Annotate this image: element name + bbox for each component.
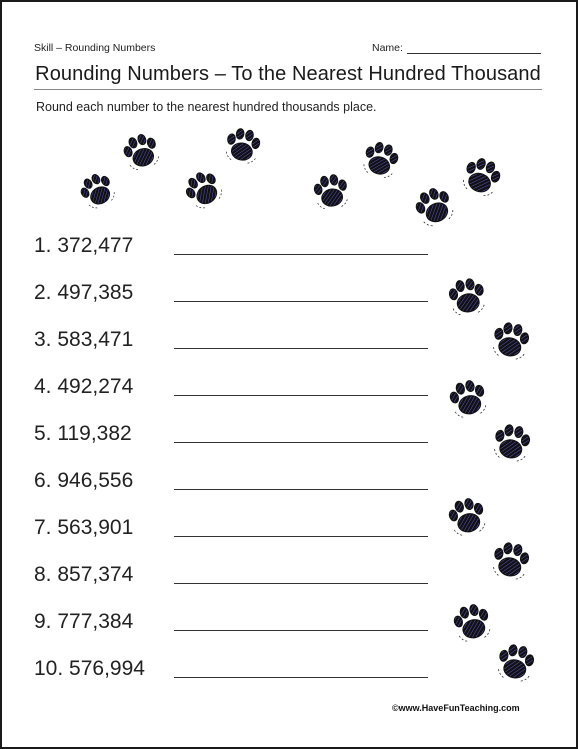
name-field[interactable] <box>372 42 541 54</box>
problem-9: 9. 777,384 <box>34 610 134 633</box>
page-title: Rounding Numbers – To the Nearest Hundred Thousand <box>35 63 541 85</box>
paw-print-icon <box>491 638 541 685</box>
answer-line-4[interactable] <box>174 395 428 396</box>
answer-line-7[interactable] <box>174 536 428 537</box>
title-divider <box>34 89 542 90</box>
problem-7: 7. 563,901 <box>34 516 134 539</box>
answer-line-1[interactable] <box>174 254 428 255</box>
paw-print-icon <box>443 273 491 320</box>
skill-label: Skill – Rounding Numbers <box>34 42 156 54</box>
problem-1: 1. 372,477 <box>34 234 134 257</box>
instructions: Round each number to the nearest hundred thousands place. <box>36 100 377 114</box>
paw-print-icon <box>487 418 537 465</box>
paw-print-icon <box>487 537 535 584</box>
problem-3: 3. 583,471 <box>34 328 134 351</box>
answer-line-6[interactable] <box>174 489 428 490</box>
problem-8: 8. 857,374 <box>34 563 134 586</box>
paw-print-icon <box>307 169 355 214</box>
footer-credit: ©www.HaveFunTeaching.com <box>392 703 520 713</box>
answer-line-5[interactable] <box>174 442 428 443</box>
answer-line-9[interactable] <box>174 630 428 631</box>
problem-4: 4. 492,274 <box>34 375 134 398</box>
paw-print-icon <box>219 123 267 168</box>
problem-5: 5. 119,382 <box>34 422 132 445</box>
problem-6: 6. 946,556 <box>34 469 134 492</box>
answer-line-3[interactable] <box>174 348 428 349</box>
paw-print-icon <box>487 317 535 364</box>
problem-10: 10. 576,994 <box>34 657 145 680</box>
name-line[interactable] <box>407 43 541 54</box>
answer-line-8[interactable] <box>174 583 428 584</box>
problem-2: 2. 497,385 <box>34 281 134 304</box>
answer-line-10[interactable] <box>174 677 428 678</box>
name-label: Name: <box>372 42 403 54</box>
answer-line-2[interactable] <box>174 301 428 302</box>
